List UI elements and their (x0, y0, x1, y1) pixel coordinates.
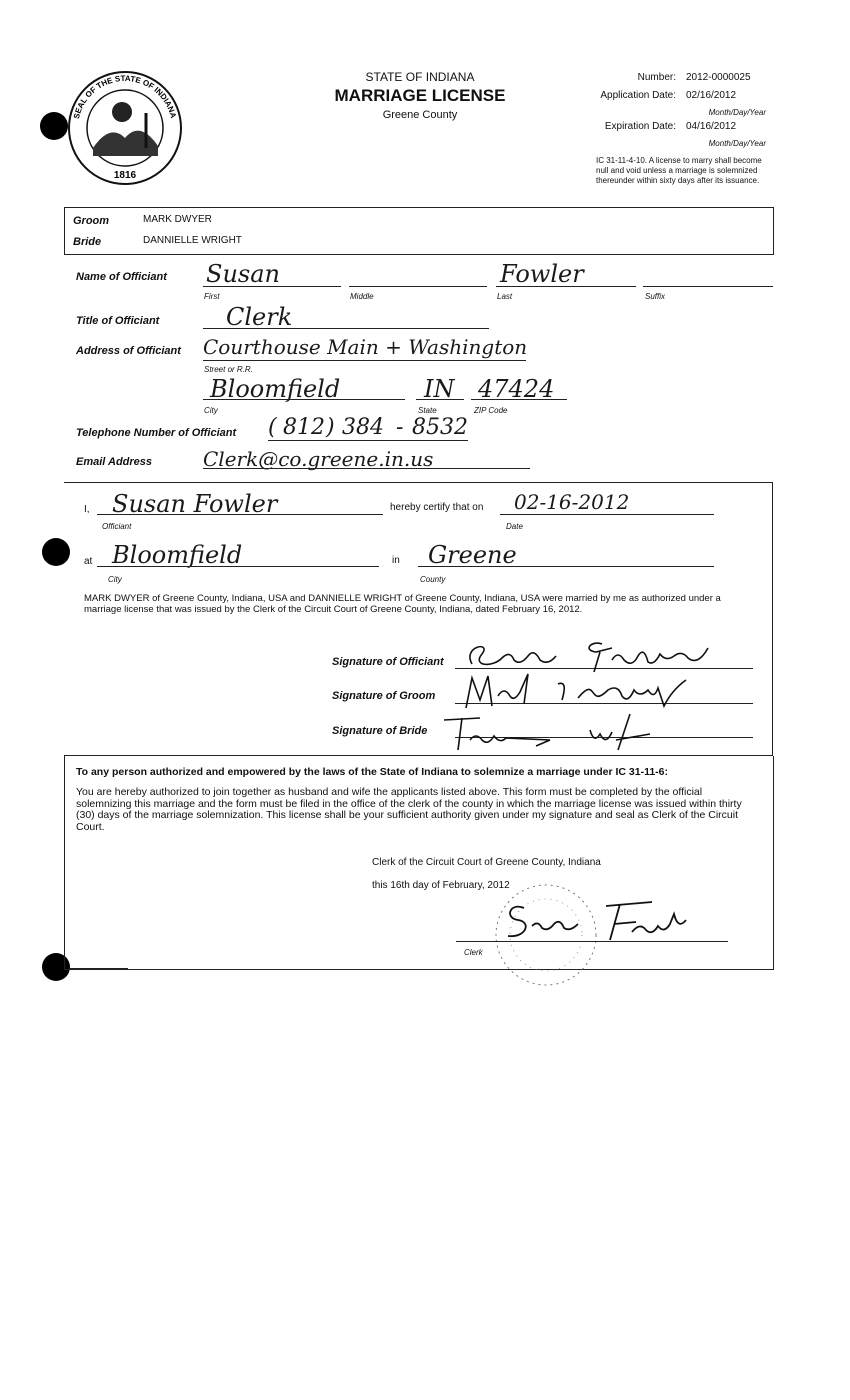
date-caption: Date (506, 522, 523, 531)
officiant-name-label: Name of Officiant (76, 271, 167, 283)
expiration-date: 04/16/2012 (686, 121, 737, 132)
phone-prefix: 384 (342, 415, 384, 440)
first-caption: First (204, 292, 220, 301)
state-heading: STATE OF INDIANA (365, 70, 475, 84)
certificate-city-caption: City (108, 575, 122, 584)
officiant-last-name: Fowler (500, 260, 584, 288)
groom-name: MARK DWYER (143, 214, 212, 225)
state-seal (60, 68, 190, 188)
statute-note: IC 31-11-4-10. A license to marry shall become null and void unless a marriage is solemnized thereunder within sixty days after its issuance. (596, 156, 762, 185)
certificate-officiant-name: Susan Fowler (112, 490, 278, 518)
seal-year: 1816 (113, 170, 137, 181)
seal-text: SEAL OF THE STATE OF INDIANA (71, 73, 178, 120)
officiant-first-name: Susan (206, 260, 280, 288)
info-block (596, 72, 766, 186)
clerk-court-line: Clerk of the Circuit Court of Greene County, Indiana (372, 857, 601, 868)
parties-box (64, 207, 774, 255)
phone-line-number: 8532 (412, 415, 468, 440)
document-title: MARRIAGE LICENSE (334, 86, 506, 105)
city-caption: City (204, 406, 218, 415)
authorization-body: You are hereby authorized to join together as husband and wife the applicants listed above. This form must be completed by the official solemnizing this marriage and the form must be filed in the office of the clerk of the county in which the marriage license was issued within thirty (30) days of the marriage solemnization. This license shall be your sufficient authority given under my signature and seal as Clerk of the Circuit Court. (76, 786, 742, 833)
certificate-city: Bloomfield (112, 541, 243, 569)
certificate-date: 02-16-2012 (514, 490, 630, 514)
suffix-caption: Suffix (645, 292, 666, 301)
marriage-statement: MARK DWYER of Greene County, Indiana, USA and DANNIELLE WRIGHT of Greene County, Indiana, USA were married by me as authorized under a marriage license that was issued by the Clerk of the Circuit Court of Greene County, Indiana, dated February 16, 2012. (84, 593, 721, 615)
county-heading: Greene County (382, 109, 458, 121)
bride-name: DANNIELLE WRIGHT (143, 235, 242, 246)
application-date-label: Application Date: (600, 90, 676, 101)
phone-open-paren: ( (268, 415, 277, 440)
state-caption: State (418, 406, 437, 415)
officiant-phone-label: Telephone Number of Officiant (76, 427, 237, 439)
officiant-caption: Officiant (102, 522, 132, 531)
phone-area-code: 812 (283, 415, 325, 440)
officiant-zip: 47424 (478, 375, 555, 403)
officiant-email: Clerk@co.greene.in.us (203, 447, 434, 471)
officiant-title-label: Title of Officiant (76, 315, 160, 327)
phone-dash: - (396, 415, 404, 440)
middle-caption: Middle (350, 292, 374, 301)
officiant-title: Clerk (226, 303, 293, 331)
number-label: Number: (637, 72, 676, 83)
officiant-email-label: Email Address (76, 456, 153, 468)
groom-label: Groom (73, 215, 110, 227)
header (300, 70, 540, 121)
street-caption: Street or R.R. (204, 365, 253, 374)
groom-signature-label: Signature of Groom (332, 690, 436, 702)
certificate-county: Greene (428, 541, 517, 569)
certify-text: hereby certify that on (390, 502, 484, 513)
officiant-state: IN (424, 375, 455, 403)
application-date: 02/16/2012 (686, 90, 737, 101)
expiration-date-label: Expiration Date: (604, 121, 676, 132)
certificate-at-label: at (84, 556, 93, 567)
clerk-caption: Clerk (464, 948, 483, 957)
zip-caption: ZIP Code (474, 406, 508, 415)
certificate-in-label: in (392, 555, 400, 566)
county-caption: County (420, 575, 446, 584)
bride-label: Bride (73, 236, 102, 248)
bride-signature (440, 710, 680, 759)
authorization-heading: To any person authorized and empowered by the laws of the State of Indiana to solemnize a marriage under IC 31-11-6: (76, 766, 669, 778)
license-number: 2012-0000025 (686, 72, 751, 83)
officiant-city: Bloomfield (210, 375, 341, 403)
month-day-year-caption: Month/Day/Year (708, 139, 766, 148)
certificate-i-label: I, (84, 504, 90, 515)
officiant-signature-label: Signature of Officiant (332, 656, 444, 668)
officiant-street: Courthouse Main + Washington (203, 335, 528, 359)
phone-close-paren: ) (326, 415, 335, 440)
last-caption: Last (497, 292, 513, 301)
month-day-year-caption: Month/Day/Year (708, 108, 766, 117)
officiant-address-label: Address of Officiant (76, 345, 181, 357)
clerk-signature (502, 896, 692, 951)
clerk-date-line: this 16th day of February, 2012 (372, 880, 510, 891)
bride-signature-label: Signature of Bride (332, 725, 428, 737)
